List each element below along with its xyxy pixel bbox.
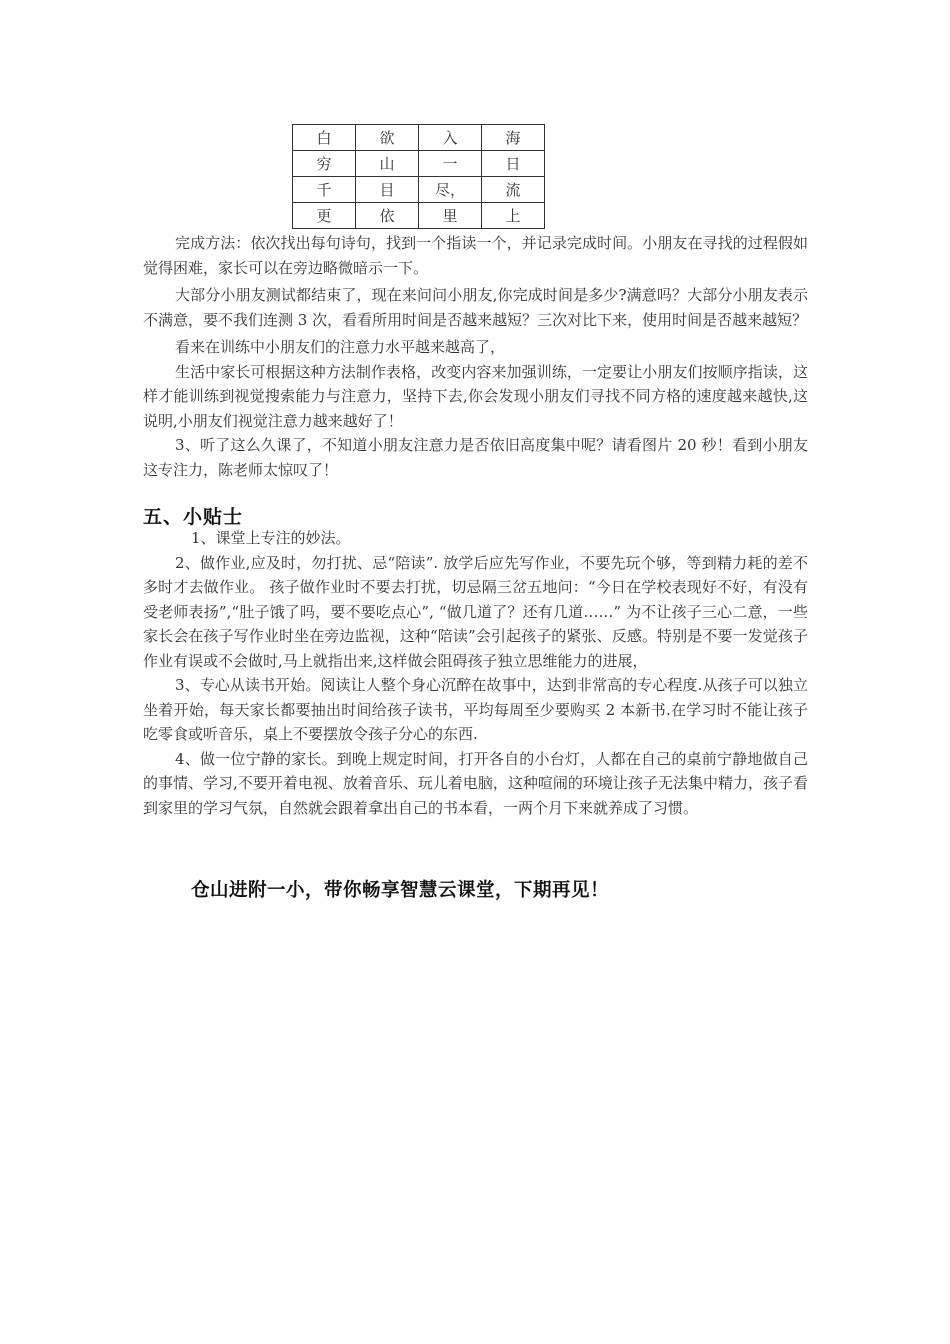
grid-cell: 白	[293, 125, 356, 151]
tip-item: 4、做一位宁静的家长。到晚上规定时间，打开各自的小台灯，人都在自己的桌前宁静地做自己的事情、学习,不要开着电视、放着音乐、玩儿着电脑，这种喧闹的环境让孩子无法集中精力，孩子看到家里的学习气氛，自然就会跟着拿出自己的书本看，一两个月下来就养成了习惯。	[143, 749, 808, 817]
grid-cell: 千	[293, 177, 356, 203]
poem-character-grid	[292, 124, 545, 229]
grid-cell: 山	[356, 151, 419, 177]
closing-message: 仓山进附一小，带你畅享智慧云课堂，下期再见！	[191, 880, 610, 901]
grid-cell: 流	[482, 177, 545, 203]
grid-cell: 海	[482, 125, 545, 151]
grid-row	[293, 203, 545, 229]
grid-row	[293, 177, 545, 203]
method-paragraph: 完成方法：依次找出每句诗句，找到一个指读一个，并记录完成时间。小朋友在寻找的过程假如觉得困难，家长可以在旁边略微暗示一下。	[143, 234, 808, 277]
grid-cell: 尽，	[419, 177, 482, 203]
section-heading-tips: 五、小贴士	[143, 506, 244, 528]
grid-cell: 上	[482, 203, 545, 229]
tip-item: 3、专心从读书开始。阅读让人整个身心沉醉在故事中，达到非常高的专心程度.从孩子可以独立坐着开始，每天家长都要抽出时间给孩子读书，平均每周至少要购买 2 本新书.在学习时不能让孩子吃零食或听音乐，桌上不要摆放令孩子分心的东西.	[143, 676, 808, 743]
grid-cell: 欲	[356, 125, 419, 151]
progress-paragraph: 看来在训练中小朋友们的注意力水平越来越高了，	[175, 338, 506, 356]
grid-cell: 穷	[293, 151, 356, 177]
tip-item: 2、做作业,应及时，勿打扰、忌“陪读”. 放学后应先写作业，不要先玩个够，等到精力耗的差不多时才去做作业。 孩子做作业时不要去打扰，切忌隔三岔五地问：“今日在学校表现好不好，有没有受老师表扬”,“肚子饿了吗，要不要吃点心”, “做几道了？还有几道……” 为不让孩子三心二意，一些家长会在孩子写作业时坐在旁边监视，这种“陪读”会引起孩子的紧张、反感。特别是不要一发觉孩子作业有误或不会做时,马上就指出来,这样做会阻碍孩子独立思维能力的进展，	[143, 553, 808, 670]
tip-item: 1、课堂上专注的妙法。	[191, 529, 351, 547]
grid-row	[293, 151, 545, 177]
grid-cell: 入	[419, 125, 482, 151]
attention-check-paragraph: 3、听了这么久课了，不知道小朋友注意力是否依旧高度集中呢？请看图片 20 秒！看到小朋友这专注力，陈老师太惊叹了！	[143, 436, 808, 479]
retest-paragraph: 大部分小朋友测试都结束了，现在来问问小朋友,你完成时间是多少?满意吗？大部分小朋友表示不满意，要不我们连测 3 次，看看所用时间是否越来越短？三次对比下来，使用时间是否越来越短？	[143, 286, 808, 329]
tips-list	[143, 526, 808, 820]
grid-cell: 目	[356, 177, 419, 203]
grid-row	[293, 125, 545, 151]
grid-cell: 里	[419, 203, 482, 229]
grid-cell: 更	[293, 203, 356, 229]
grid-cell: 日	[482, 151, 545, 177]
grid-cell: 一	[419, 151, 482, 177]
home-practice-paragraph: 生活中家长可根据这种方法制作表格，改变内容来加强训练，一定要让小朋友们按顺序指读，这样才能训练到视觉搜索能力与注意力，坚持下去,你会发现小朋友们寻找不同方格的速度越来越快,这说明,小朋友们视觉注意力越来越好了！	[143, 362, 808, 430]
exercise-instructions	[143, 231, 808, 482]
grid-cell: 依	[356, 203, 419, 229]
